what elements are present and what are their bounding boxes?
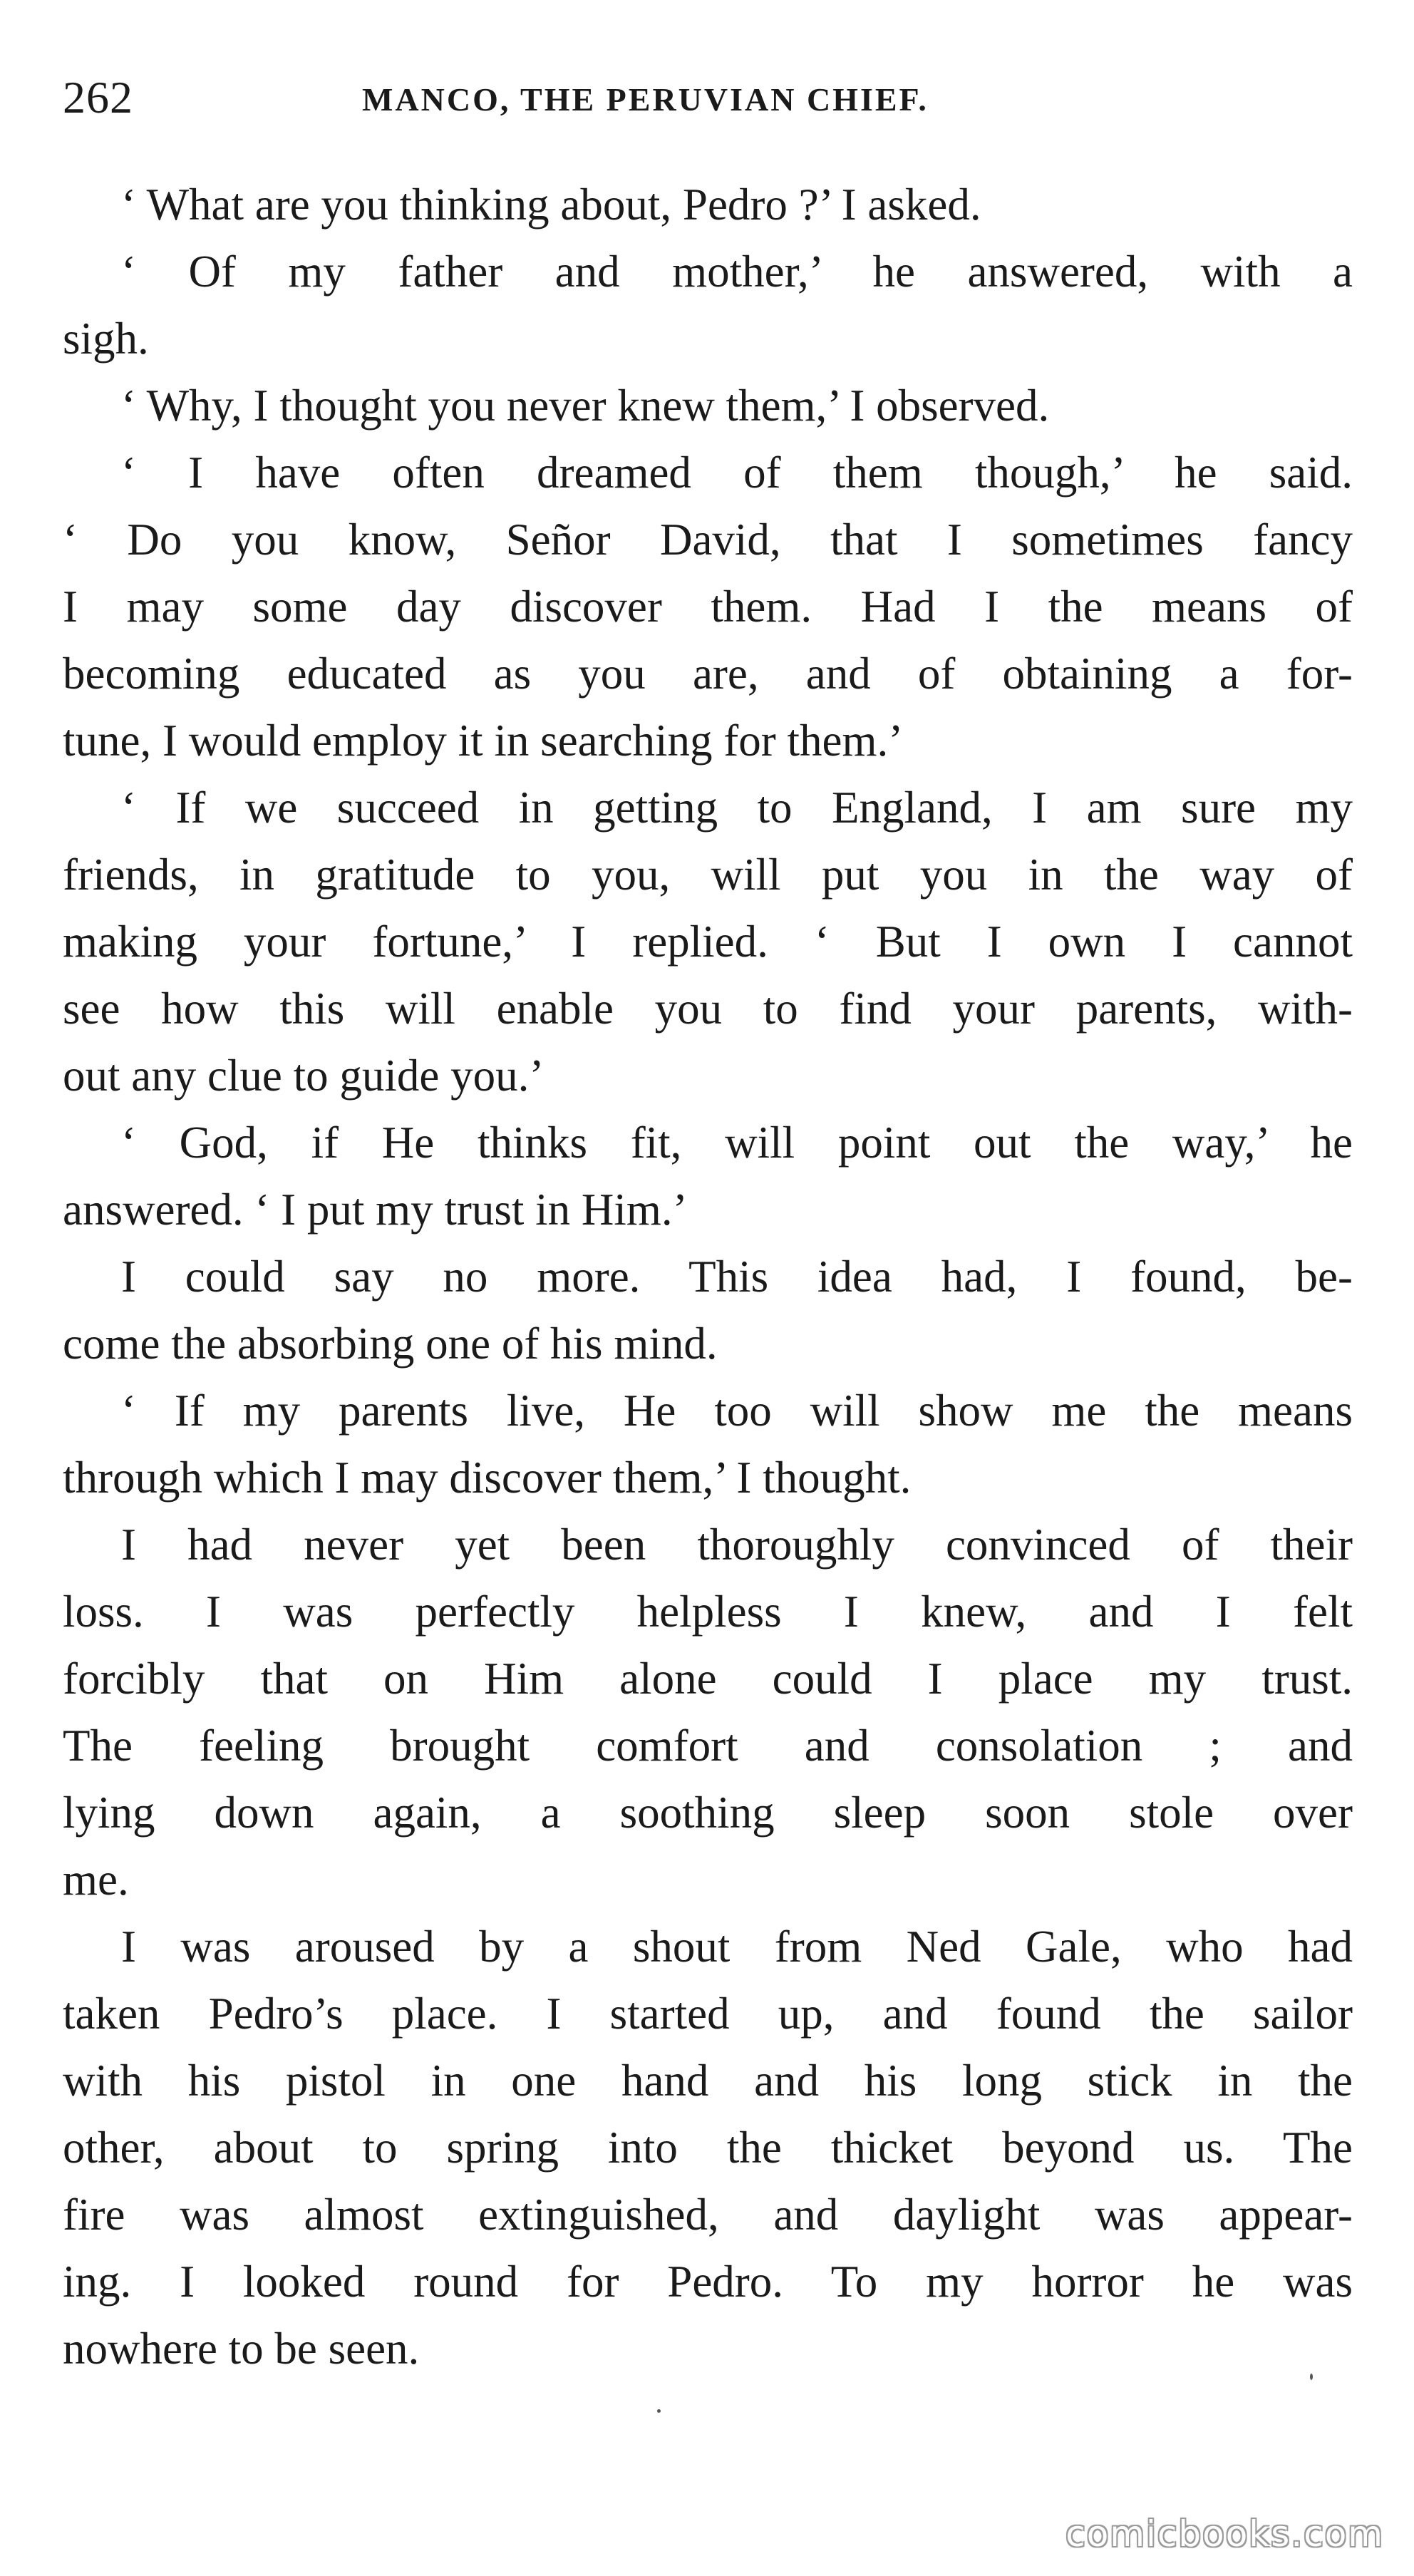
ink-speck <box>657 2409 661 2413</box>
text-line: fire was almost extinguished, and daylight was appear- <box>63 2190 1353 2240</box>
ink-speck <box>1310 2374 1313 2380</box>
watermark: comicbooks.com <box>1065 2513 1384 2555</box>
text-line: ‘ God, if He thinks fit, will point out the way,’ he <box>121 1118 1353 1168</box>
page-number: 262 <box>63 72 133 123</box>
text-line: come the absorbing one of his mind. <box>63 1319 718 1369</box>
text-line: through which I may discover them,’ I thought. <box>63 1453 912 1503</box>
text-line: out any clue to guide you.’ <box>63 1051 545 1101</box>
text-line: I was aroused by a shout from Ned Gale, who had <box>121 1922 1353 1972</box>
text-line: with his pistol in one hand and his long stick in the <box>63 2056 1353 2106</box>
text-line: me. <box>63 1855 129 1905</box>
text-line: see how this will enable you to find your parents, with- <box>63 984 1353 1034</box>
text-line: making your fortune,’ I replied. ‘ But I own I cannot <box>63 917 1353 967</box>
text-line: friends, in gratitude to you, will put you in the way of <box>63 850 1353 900</box>
text-line: I may some day discover them. Had I the means of <box>63 582 1353 632</box>
text-line: ‘ Of my father and mother,’ he answered, with a <box>121 247 1353 297</box>
text-line: answered. ‘ I put my trust in Him.’ <box>63 1185 688 1235</box>
running-head <box>63 66 1353 130</box>
text-line: ‘ If we succeed in getting to England, I am sure my <box>121 783 1353 833</box>
text-line: ‘ I have often dreamed of them though,’ he said. <box>121 448 1353 498</box>
text-line: forcibly that on Him alone could I place my trust. <box>63 1654 1353 1704</box>
text-line: I could say no more. This idea had, I found, be- <box>121 1252 1353 1302</box>
text-line: lying down again, a soothing sleep soon stole over <box>63 1788 1353 1838</box>
text-line: ‘ If my parents live, He too will show me the means <box>121 1386 1353 1436</box>
text-line: nowhere to be seen. <box>63 2324 420 2374</box>
text-line: tune, I would employ it in searching for them.’ <box>63 716 904 766</box>
text-line: loss. I was perfectly helpless I knew, and I felt <box>63 1587 1353 1637</box>
text-line: The feeling brought comfort and consolation ; and <box>63 1721 1353 1771</box>
text-line: I had never yet been thoroughly convinced of their <box>121 1520 1353 1570</box>
body-text <box>63 171 1353 2382</box>
text-line: ‘ Do you know, Señor David, that I sometimes fancy <box>63 515 1353 565</box>
running-title: MANCO, THE PERUVIAN CHIEF. <box>362 81 929 118</box>
text-line: other, about to spring into the thicket beyond us. The <box>63 2123 1353 2173</box>
text-line: ‘ Why, I thought you never knew them,’ I observed. <box>121 381 1050 431</box>
text-line: taken Pedro’s place. I started up, and found the sailor <box>63 1989 1353 2039</box>
text-line: becoming educated as you are, and of obtaining a for- <box>63 649 1353 699</box>
text-line: ‘ What are you thinking about, Pedro ?’ I asked. <box>121 180 981 230</box>
text-line: ing. I looked round for Pedro. To my horror he was <box>63 2257 1353 2307</box>
text-line: sigh. <box>63 314 149 364</box>
